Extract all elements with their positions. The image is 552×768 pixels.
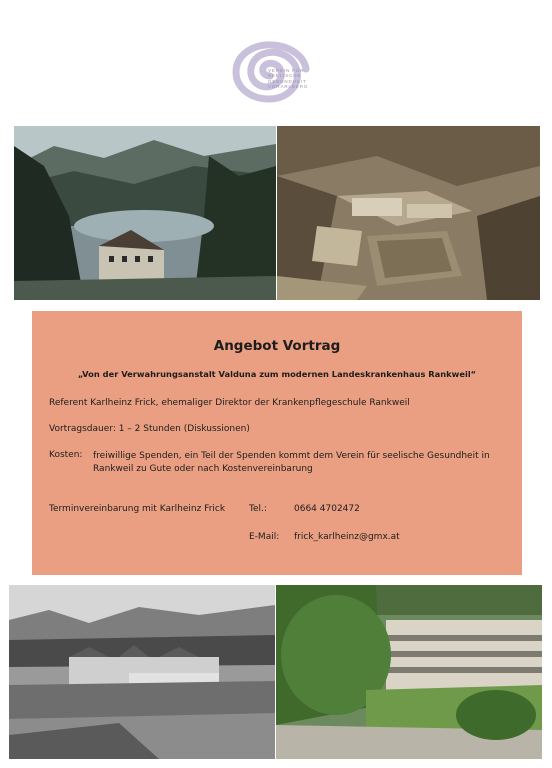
lecture-subtitle: „Von der Verwahrungsanstalt Valduna zum modernen Landeskrankenhaus Rankweil“ bbox=[77, 369, 477, 379]
panel-title: Angebot Vortrag bbox=[213, 338, 341, 354]
historic-hospital-panorama-photo bbox=[9, 585, 275, 759]
logo-text-line: VEREIN FÜR bbox=[268, 68, 305, 73]
logo-text-line: VORARLBERG bbox=[268, 84, 309, 90]
phone-number: 0664 4702472 bbox=[294, 504, 360, 514]
duration-line: Vortragsdauer: 1 – 2 Stunden (Diskussionen) bbox=[49, 424, 250, 434]
logo-text bbox=[268, 68, 338, 90]
lecture-offer-panel bbox=[32, 311, 522, 575]
referent-line: Referent Karlheinz Frick, ehemaliger Direktor der Krankenpflegeschule Rankweil bbox=[49, 398, 410, 408]
logo-text-line: SEELISCHE bbox=[268, 73, 302, 79]
costs-text: freiwillige Spenden, ein Teil der Spenden kommt dem Verein für seelische Gesundheit in Rankweil zu Gute oder nach Kostenvereinbarung bbox=[93, 451, 490, 474]
logo-text-line: GESUNDHEIT bbox=[268, 78, 307, 84]
historic-valley-photo bbox=[14, 126, 276, 300]
costs-label: Kosten: bbox=[49, 450, 83, 460]
email-address: frick_karlheinz@gmx.at bbox=[294, 532, 400, 542]
phone-label: Tel.: bbox=[249, 504, 267, 514]
email-label: E-Mail: bbox=[249, 532, 280, 542]
modern-hospital-photo bbox=[276, 585, 542, 759]
appointment-line: Terminvereinbarung mit Karlheinz Frick bbox=[49, 504, 226, 514]
aerial-hospital-photo bbox=[277, 126, 540, 300]
